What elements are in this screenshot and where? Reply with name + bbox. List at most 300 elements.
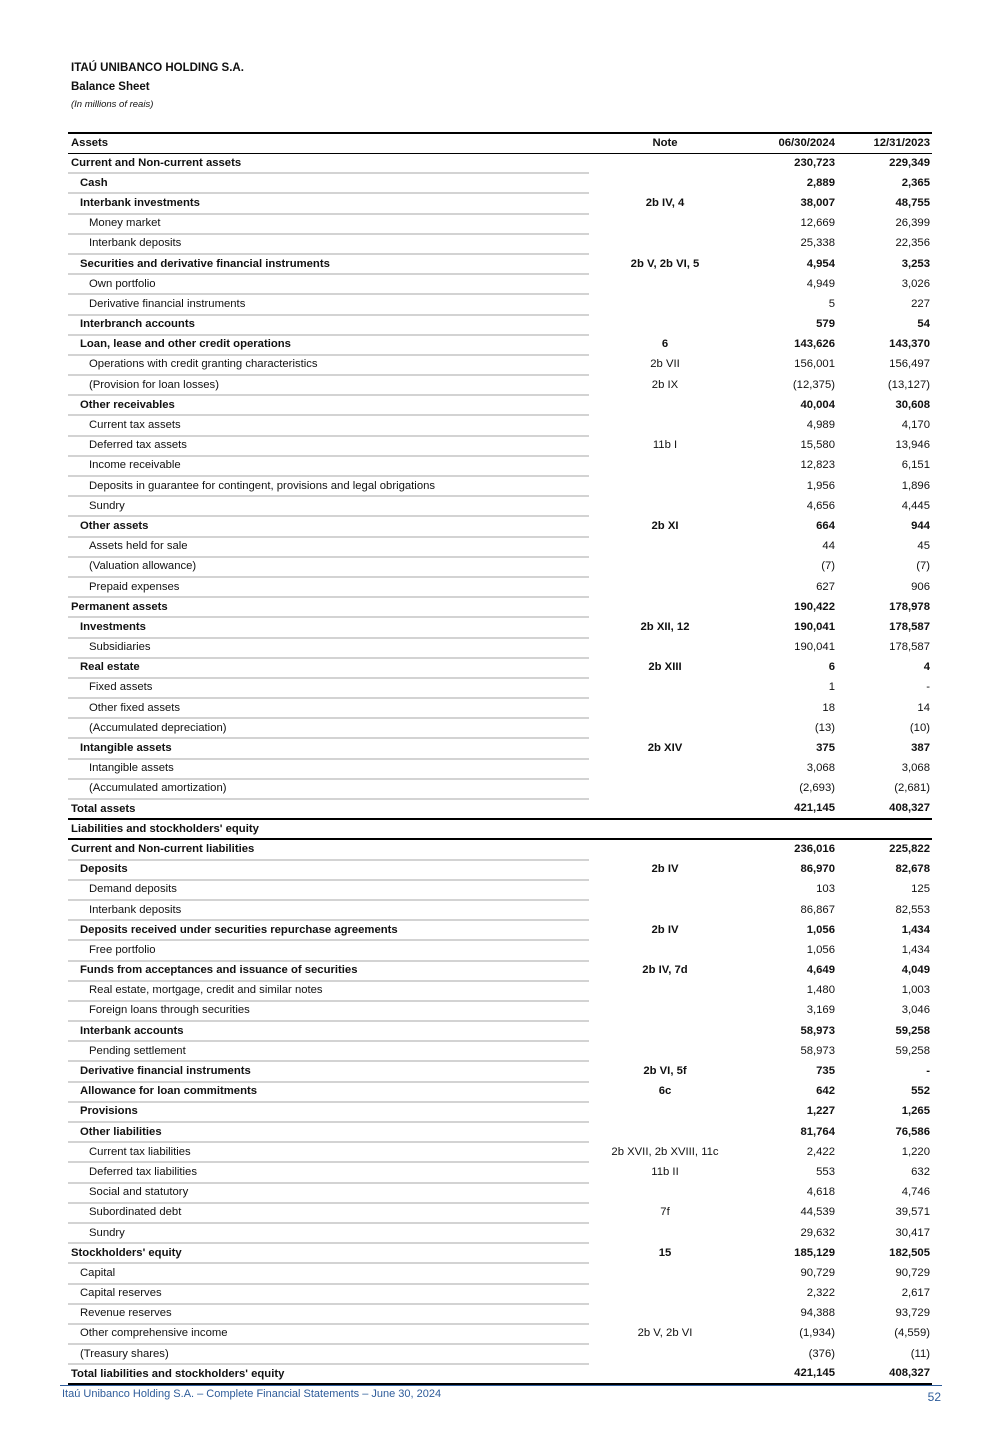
row-value-2024: 4,989 [806,419,835,432]
row-label: Total liabilities and stockholders' equity [68,1364,589,1384]
row-note [589,1001,741,1021]
row-note [589,1122,741,1142]
row-label: Revenue reserves [68,1304,589,1324]
row-value-2023: 4,445 [901,499,930,512]
table-row [68,456,932,476]
row-note [589,779,741,799]
row-note: 6 [661,338,669,351]
table-row [68,880,932,900]
row-value-2024: 1,227 [806,1105,835,1118]
assets-total-section [68,799,932,839]
row-note [589,234,741,254]
row-note [589,1364,741,1384]
row-note [589,839,741,859]
row-value-2023: 93,729 [895,1307,930,1320]
row-note [589,294,741,314]
row-note: 2b VI, 5f [643,1065,687,1078]
row-note: 2b IV [651,923,679,936]
row-value-2023: 3,253 [901,257,930,270]
row-value-2024: 94,388 [800,1307,835,1320]
row-note [589,1102,741,1122]
row-value-2024: 44,539 [800,1206,835,1219]
row-value-2024: 190,041 [794,620,835,633]
row-value-2023: 178,587 [889,620,930,633]
row-value-2023: 14 [917,701,930,714]
row-value-2023: 26,399 [895,217,930,230]
row-value-2024: 103 [816,883,835,896]
footer-text: Itaú Unibanco Holding S.A. – Complete Financial Statements – June 30, 2024 [62,1388,442,1400]
row-value-2023: 1,265 [901,1105,930,1118]
row-note: 6c [658,1085,672,1098]
row-value-2023: 156,497 [889,358,930,371]
table-row [68,355,932,375]
row-value-2024: 190,041 [794,641,835,654]
table-row [68,375,932,395]
table-row [68,1223,932,1243]
row-label: Assets held for sale [68,537,589,557]
row-value-2024: 1 [828,681,835,694]
table-row [68,658,932,678]
row-value-2023: 632 [911,1165,930,1178]
row-value-2023: (10) [909,721,930,734]
row-value-2023: (2,681) [894,782,930,795]
table-row [68,1021,932,1041]
row-value-2024: 2,889 [806,176,835,189]
table-row [68,1122,932,1142]
row-value-2024: 1,056 [806,943,835,956]
liabilities-total-section [68,1364,932,1384]
row-note: 11b I [652,439,678,452]
table-row [68,516,932,536]
table-row [68,1162,932,1182]
row-note: 2b V, 2b VI, 5 [630,257,700,270]
row-note [589,274,741,294]
header-note: Note [589,133,741,154]
row-label: Subordinated debt [68,1203,589,1223]
table-row [68,436,932,456]
row-value-2024: 553 [816,1165,835,1178]
row-label: (Valuation allowance) [68,557,589,577]
row-label: Real estate, mortgage, credit and similar notes [68,981,589,1001]
table-row [68,1102,932,1122]
row-note: 2b XIII [648,661,682,674]
row-note [589,1041,741,1061]
row-note [589,415,741,435]
row-label: Loan, lease and other credit operations [68,335,589,355]
assets-section [68,154,932,800]
row-value-2024: 15,580 [800,439,835,452]
table-row [68,1061,932,1081]
row-label: (Treasury shares) [68,1344,589,1364]
row-note [589,557,741,577]
row-value-2023: 30,417 [895,1226,930,1239]
row-note [589,577,741,597]
row-value-2023: 3,026 [901,277,930,290]
row-value-2023: 3,068 [901,762,930,775]
row-value-2023: - [926,1065,930,1078]
row-label: Deposits in guarantee for contingent, provisions and legal obrigations [68,476,589,496]
row-value-2024: 143,626 [794,338,835,351]
row-value-2024: 4,949 [806,277,835,290]
row-value-2023: 125 [911,883,930,896]
row-note [589,1183,741,1203]
table-row [68,173,932,193]
table-row [68,193,932,213]
row-value-2023: 59,258 [895,1024,930,1037]
row-note [589,900,741,920]
row-value-2024: 12,823 [800,459,835,472]
row-note [589,476,741,496]
row-note: 2b V, 2b VI [637,1327,693,1340]
row-value-2024: 3,068 [806,762,835,775]
table-row [68,1142,932,1162]
table-row [68,1324,932,1344]
row-value-2024: 156,001 [794,358,835,371]
table-row [68,678,932,698]
row-value-2023: 944 [911,519,930,532]
row-label: Sundry [68,1223,589,1243]
row-value-2023: 1,896 [901,479,930,492]
row-value-2023: 30,608 [895,398,930,411]
row-label: Other receivables [68,395,589,415]
row-note [589,940,741,960]
row-value-2023: 387 [911,742,930,755]
row-label: Subsidiaries [68,638,589,658]
row-value-2024: 86,970 [800,863,835,876]
row-label: Other liabilities [68,1122,589,1142]
company-name: ITAÚ UNIBANCO HOLDING S.A. [71,62,244,74]
table-row [68,496,932,516]
row-value-2023: 552 [911,1085,930,1098]
row-note: 7f [660,1206,670,1219]
row-value-2024: 230,723 [794,157,835,170]
liabilities-heading-row [68,819,932,839]
row-value-2024: 38,007 [800,196,835,209]
row-value-2024: 18 [822,701,835,714]
row-label: Capital reserves [68,1284,589,1304]
row-value-2024: 627 [816,580,835,593]
row-note [589,395,741,415]
row-value-2024: 2,422 [806,1145,835,1158]
table-row [68,315,932,335]
row-value-2023: 4 [923,661,930,674]
row-note: 2b XVII, 2b XVIII, 11c [611,1145,719,1158]
row-label: Real estate [68,658,589,678]
row-note [589,1304,741,1324]
row-label: Investments [68,617,589,637]
row-note [589,1263,741,1283]
table-row [68,537,932,557]
row-note: 15 [658,1246,672,1259]
row-value-2023: (13,127) [887,378,930,391]
row-value-2023: 1,003 [901,984,930,997]
row-label: Other fixed assets [68,698,589,718]
row-note [589,1223,741,1243]
row-note: 2b VII [650,358,680,371]
row-label: Prepaid expenses [68,577,589,597]
row-value-2024: 2,322 [806,1287,835,1300]
row-label: Pending settlement [68,1041,589,1061]
header-date-2023: 12/31/2023 [837,133,932,154]
row-value-2023: 906 [911,580,930,593]
row-note [589,718,741,738]
row-value-2024: 44 [822,540,835,553]
row-value-2024: 5 [828,297,835,310]
row-label: Own portfolio [68,274,589,294]
row-value-2023: 45 [917,540,930,553]
row-value-2023: 227 [911,297,930,310]
row-value-2024: 86,867 [800,903,835,916]
table-row [68,860,932,880]
row-value-2023: 178,587 [889,641,930,654]
row-label: Fixed assets [68,678,589,698]
row-label: Derivative financial instruments [68,1061,589,1081]
row-value-2024: 12,669 [800,217,835,230]
row-note [589,154,741,174]
row-label: Derivative financial instruments [68,294,589,314]
total-assets-row [68,799,932,819]
table-row [68,759,932,779]
row-value-2024: 375 [816,742,835,755]
row-label: Current and Non-current liabilities [68,839,589,859]
row-value-2023: 6,151 [901,459,930,472]
table-row [68,274,932,294]
balance-sheet-table [68,132,932,1385]
row-note: 2b XI [651,519,679,532]
table-row [68,698,932,718]
row-note: 2b IV, 7d [642,964,688,977]
row-label: Demand deposits [68,880,589,900]
row-note [589,638,741,658]
row-value-2023: 54 [917,318,930,331]
row-value-2023: 225,822 [889,843,930,856]
row-label: Cash [68,173,589,193]
row-value-2023: 1,220 [901,1145,930,1158]
row-note [589,1344,741,1364]
row-value-2024: 90,729 [800,1266,835,1279]
row-value-2023: (7) [916,560,930,573]
row-value-2023: 82,553 [895,903,930,916]
row-label: Intangible assets [68,759,589,779]
row-label: Current tax assets [68,415,589,435]
row-value-2024: 1,056 [806,923,835,936]
row-value-2023: 178,978 [889,600,930,613]
table-row [68,718,932,738]
row-label: Interbank investments [68,193,589,213]
row-value-2023: 3,046 [901,1004,930,1017]
row-value-2024: (13) [814,721,835,734]
table-row [68,839,932,859]
table-row [68,1183,932,1203]
row-value-2024: 421,145 [741,1364,837,1384]
row-note: 11b II [651,1165,679,1178]
table-row [68,476,932,496]
row-label: Interbank deposits [68,234,589,254]
liabilities-heading: Liabilities and stockholders' equity [68,819,932,839]
row-value-2024: 4,649 [806,964,835,977]
row-note [589,698,741,718]
row-value-2023: 2,365 [901,176,930,189]
row-note [589,1021,741,1041]
row-value-2024: 236,016 [794,843,835,856]
row-label: (Accumulated depreciation) [68,718,589,738]
row-label: Deferred tax liabilities [68,1162,589,1182]
units-note: (In millions of reais) [71,99,154,110]
table-row [68,254,932,274]
row-value-2023: 90,729 [895,1266,930,1279]
row-value-2023: 408,327 [837,1364,932,1384]
row-value-2023: 408,327 [837,799,932,819]
table-row [68,1041,932,1061]
row-label: Current tax liabilities [68,1142,589,1162]
row-note [589,456,741,476]
row-note [589,678,741,698]
table-row [68,940,932,960]
table-row [68,1243,932,1263]
table-row [68,1001,932,1021]
row-value-2023: 229,349 [889,157,930,170]
table-row [68,1344,932,1364]
row-value-2024: (1,934) [799,1327,835,1340]
row-value-2023: 39,571 [895,1206,930,1219]
row-label: (Provision for loan losses) [68,375,589,395]
row-note: 2b IX [651,378,679,391]
report-header [71,60,244,112]
table-row [68,234,932,254]
row-value-2023: (11) [910,1347,930,1360]
row-value-2023: (4,559) [894,1327,930,1340]
row-value-2024: (12,375) [792,378,835,391]
row-label: Current and Non-current assets [68,154,589,174]
row-label: Interbank accounts [68,1021,589,1041]
row-label: Securities and derivative financial instruments [68,254,589,274]
row-value-2024: (7) [821,560,835,573]
row-value-2024: 1,956 [806,479,835,492]
table-header-row [68,133,932,154]
row-value-2023: 182,505 [889,1246,930,1259]
row-note [589,496,741,516]
table-row [68,961,932,981]
row-label: Sundry [68,496,589,516]
row-label: Free portfolio [68,940,589,960]
table-row [68,557,932,577]
row-value-2023: 82,678 [895,863,930,876]
row-label: Capital [68,1263,589,1283]
row-note [589,1284,741,1304]
row-label: Deposits [68,860,589,880]
table-row [68,395,932,415]
row-value-2024: 735 [816,1065,835,1078]
header-assets: Assets [68,133,589,154]
row-note [589,315,741,335]
table-row [68,597,932,617]
table-row [68,981,932,1001]
row-note [589,799,741,819]
row-label: Provisions [68,1102,589,1122]
row-label: Foreign loans through securities [68,1001,589,1021]
row-value-2024: 25,338 [800,237,835,250]
row-value-2024: 58,973 [800,1024,835,1037]
row-value-2024: 6 [828,661,835,674]
row-label: Operations with credit granting characteristics [68,355,589,375]
row-label: Deposits received under securities repurchase agreements [68,920,589,940]
row-note: 2b XIV [647,742,683,755]
table-row [68,214,932,234]
row-value-2023: 22,356 [895,237,930,250]
row-value-2023: 1,434 [901,923,930,936]
row-note [589,537,741,557]
row-label: Other assets [68,516,589,536]
row-value-2024: 185,129 [794,1246,835,1259]
row-value-2023: 48,755 [895,196,930,209]
row-label: Income receivable [68,456,589,476]
row-label: Deferred tax assets [68,436,589,456]
row-value-2024: 3,169 [806,1004,835,1017]
table-row [68,1304,932,1324]
table-row [68,1082,932,1102]
row-label: Interbank deposits [68,900,589,920]
table-row [68,900,932,920]
row-value-2024: 642 [816,1085,835,1098]
table-row [68,154,932,174]
table-row [68,617,932,637]
table-row [68,294,932,314]
row-label: Interbranch accounts [68,315,589,335]
row-label: Social and statutory [68,1183,589,1203]
row-value-2023: 2,617 [901,1287,930,1300]
table-row [68,1203,932,1223]
table-row [68,920,932,940]
total-liabilities-row [68,1364,932,1384]
row-value-2023: 1,434 [901,943,930,956]
row-value-2023: 143,370 [889,338,930,351]
row-value-2024: 4,656 [806,499,835,512]
row-value-2024: 58,973 [800,1044,835,1057]
table-row [68,577,932,597]
row-value-2024: 29,632 [800,1226,835,1239]
row-value-2023: 13,946 [895,439,930,452]
row-value-2024: 81,764 [800,1125,835,1138]
row-value-2024: 190,422 [794,600,835,613]
row-value-2024: 421,145 [741,799,837,819]
row-note: 2b IV [651,863,679,876]
page-number: 52 [927,1390,941,1404]
header-date-2024: 06/30/2024 [741,133,837,154]
row-value-2024: 40,004 [800,398,835,411]
row-label: Allowance for loan commitments [68,1082,589,1102]
row-note [589,214,741,234]
row-label: Stockholders' equity [68,1243,589,1263]
row-value-2023: 59,258 [895,1044,930,1057]
row-value-2024: 664 [816,519,835,532]
row-label: (Accumulated amortization) [68,779,589,799]
row-note [589,173,741,193]
row-note [589,880,741,900]
row-value-2024: 1,480 [806,984,835,997]
row-value-2024: (2,693) [799,782,835,795]
row-label: Funds from acceptances and issuance of securities [68,961,589,981]
row-value-2023: 4,746 [901,1186,930,1199]
row-value-2024: (376) [808,1347,835,1360]
table-row [68,415,932,435]
row-note [589,597,741,617]
row-label: Total assets [68,799,589,819]
row-value-2023: - [926,681,930,694]
row-value-2024: 4,954 [806,257,835,270]
table-row [68,1263,932,1283]
row-note [589,981,741,1001]
row-value-2023: 4,049 [901,964,930,977]
